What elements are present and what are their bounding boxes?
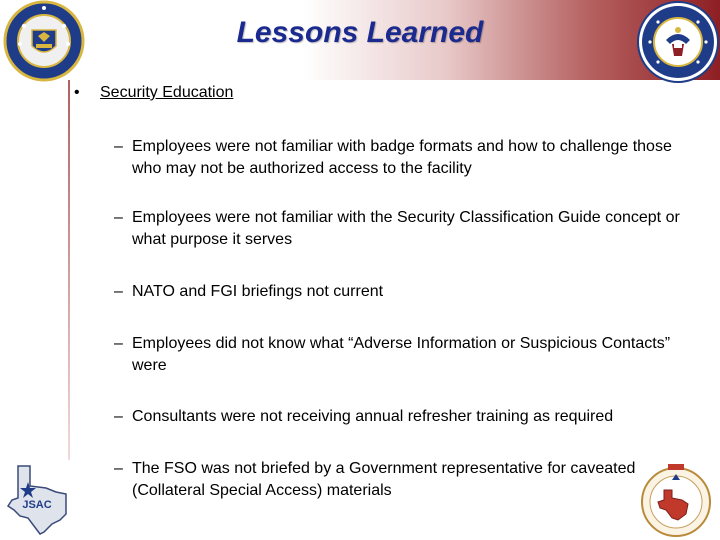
dash-icon: – — [114, 209, 123, 226]
list-item — [114, 333, 704, 377]
section-heading: Security Education — [100, 84, 234, 101]
jsac-texas-logo — [4, 464, 70, 536]
jsac-logo-text: JSAC — [22, 499, 52, 511]
corner-seal-logo — [636, 462, 716, 538]
list-item-text: Consultants were not receiving annual refresher training as required — [132, 408, 614, 425]
dash-icon: – — [114, 408, 123, 425]
list-item — [114, 281, 704, 303]
slide-title: Lessons Learned — [236, 16, 484, 49]
dash-icon: – — [114, 335, 123, 352]
dash-icon: – — [114, 460, 123, 477]
list-item-text: The FSO was not briefed by a Government representative for caveated (Collateral Special Access) materials — [132, 460, 636, 499]
list-item-text: Employees were not familiar with the Security Classification Guide concept or what purpose it serves — [132, 209, 680, 248]
list-item — [114, 458, 704, 502]
list-item — [114, 207, 704, 251]
list-item — [114, 136, 704, 180]
list-item-text: Employees were not familiar with badge formats and how to challenge those who may not be authorized access to the facility — [132, 138, 672, 177]
dash-icon: – — [114, 283, 123, 300]
dash-icon: – — [114, 138, 123, 155]
bullet-icon: • — [74, 84, 80, 101]
list-item-text: Employees did not know what “Adverse Information or Suspicious Contacts” were — [132, 335, 671, 374]
left-divider-rule — [68, 80, 70, 460]
list-item-text: NATO and FGI briefings not current — [132, 283, 384, 300]
list-item — [114, 406, 704, 428]
